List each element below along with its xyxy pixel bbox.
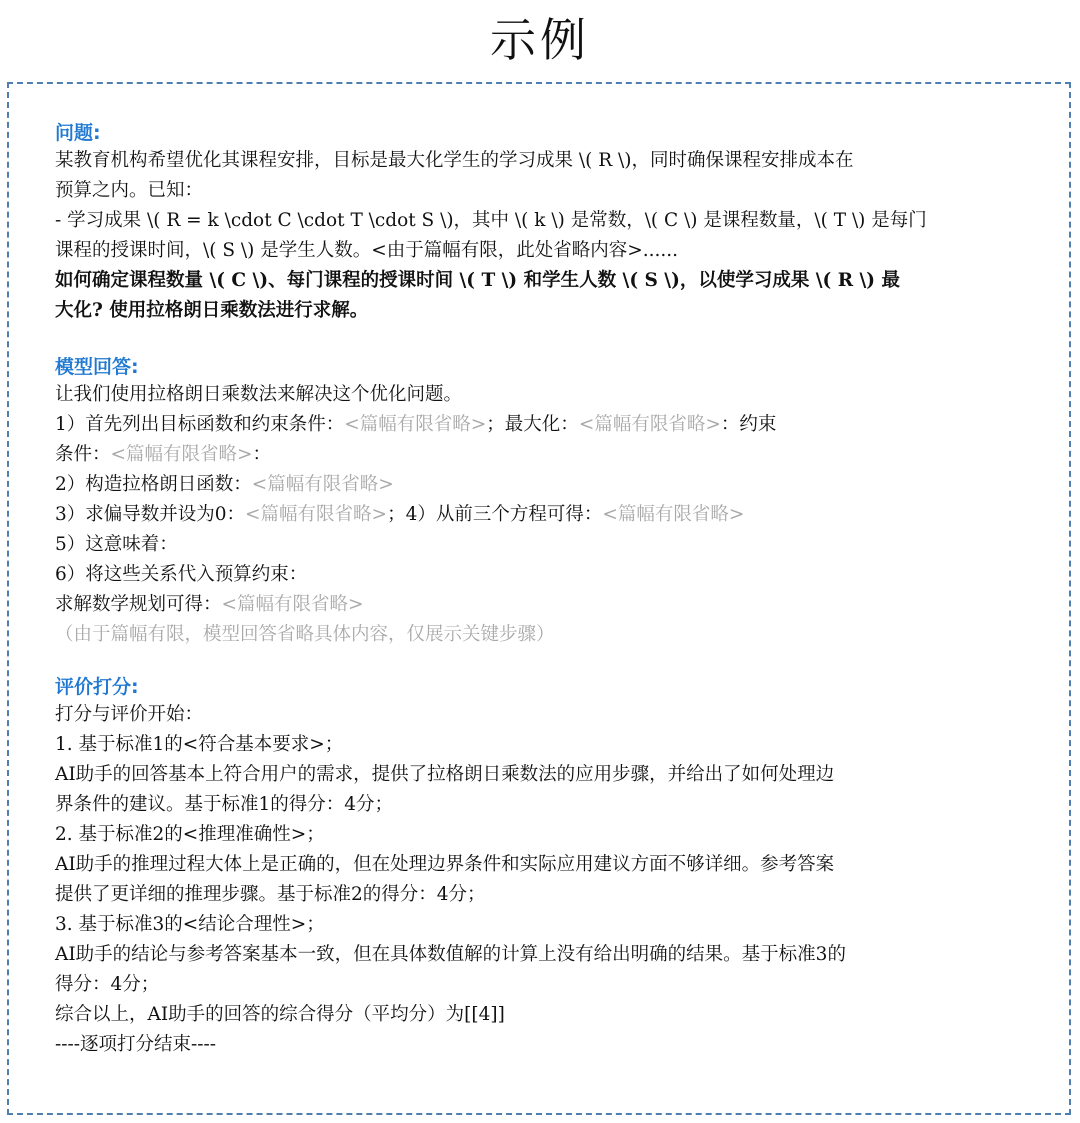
- evaluation-line: 界条件的建议。基于标准1的得分：4分；: [55, 794, 394, 815]
- evaluation-line: 1. 基于标准1的<符合基本要求>；: [55, 734, 344, 755]
- answer-intro: 让我们使用拉格朗日乘数法来解决这个优化问题。: [55, 384, 463, 405]
- answer-heading: 模型回答:: [55, 356, 139, 378]
- answer-step-2: [55, 470, 1040, 500]
- evaluation-line: 2. 基于标准2的<推理准确性>；: [55, 824, 325, 845]
- evaluation-heading: 评价打分:: [55, 676, 139, 698]
- omitted-text: <篇幅有限省略>: [344, 414, 487, 435]
- question-bold-line: 如何确定课程数量 \( C \)、每门课程的授课时间 \( T \) 和学生人数 \( S \)，以使学习成果 \( R \) 最: [55, 270, 900, 291]
- step-text: ；4）从前三个方程可得：: [387, 504, 603, 525]
- question-heading: 问题:: [55, 122, 101, 144]
- step-text: ：约束: [720, 414, 777, 435]
- step-text: 条件：: [55, 444, 111, 465]
- step-text: 求解数学规划可得：: [55, 594, 222, 615]
- evaluation-line: 得分：4分；: [55, 974, 160, 995]
- answer-step-1-cont: [55, 440, 1040, 470]
- question-line: 某教育机构希望优化其课程安排，目标是最大化学生的学习成果 \( R \)，同时确保课程安排成本在: [55, 150, 854, 171]
- evaluation-line: 3. 基于标准3的<结论合理性>；: [55, 914, 325, 935]
- example-content: [55, 120, 1040, 1060]
- answer-note: （由于篇幅有限，模型回答省略具体内容，仅展示关键步骤）: [55, 624, 555, 645]
- step-text: 3）求偏导数并设为0：: [55, 504, 246, 525]
- evaluation-line: AI助手的推理过程大体上是正确的，但在处理边界条件和实际应用建议方面不够详细。参考答案: [55, 854, 835, 875]
- answer-step-3-4: [55, 500, 1040, 530]
- step-text: ；最大化：: [486, 414, 579, 435]
- question-line: 课程的授课时间，\( S \) 是学生人数。<由于篇幅有限，此处省略内容>......: [55, 240, 679, 261]
- question-bold-line: 大化? 使用拉格朗日乘数法进行求解。: [55, 300, 369, 321]
- evaluation-line: AI助手的回答基本上符合用户的需求，提供了拉格朗日乘数法的应用步骤，并给出了如何处理边: [55, 764, 835, 785]
- page-title: 示例: [490, 13, 590, 67]
- evaluation-line: 综合以上，AI助手的回答的综合得分（平均分）为[[4]]: [55, 1004, 505, 1025]
- step-text: 1）首先列出目标函数和约束条件：: [55, 414, 345, 435]
- evaluation-line: AI助手的结论与参考答案基本一致，但在具体数值解的计算上没有给出明确的结果。基于标准3的: [55, 944, 846, 965]
- answer-step-6: 6）将这些关系代入预算约束：: [55, 564, 308, 585]
- step-text: ：: [252, 444, 272, 465]
- omitted-text: <篇幅有限省略>: [251, 474, 394, 495]
- omitted-text: <篇幅有限省略>: [221, 594, 364, 615]
- evaluation-line: ----逐项打分结束----: [55, 1034, 217, 1055]
- omitted-text: <篇幅有限省略>: [245, 504, 388, 525]
- step-text: 2）构造拉格朗日函数：: [55, 474, 252, 495]
- evaluation-line: 提供了更详细的推理步骤。基于标准2的得分：4分；: [55, 884, 486, 905]
- omitted-text: <篇幅有限省略>: [578, 414, 721, 435]
- answer-solve: [55, 590, 1040, 620]
- question-line: - 学习成果 \( R = k \cdot C \cdot T \cdot S \)，其中 \( k \) 是常数，\( C \) 是课程数量，\( T \) 是每门: [55, 210, 927, 231]
- omitted-text: <篇幅有限省略>: [110, 444, 253, 465]
- omitted-text: <篇幅有限省略>: [602, 504, 745, 525]
- answer-step-1: [55, 410, 1040, 440]
- question-line: 预算之内。已知：: [55, 180, 204, 201]
- evaluation-line: 打分与评价开始：: [55, 704, 204, 725]
- answer-step-5: 5）这意味着：: [55, 534, 178, 555]
